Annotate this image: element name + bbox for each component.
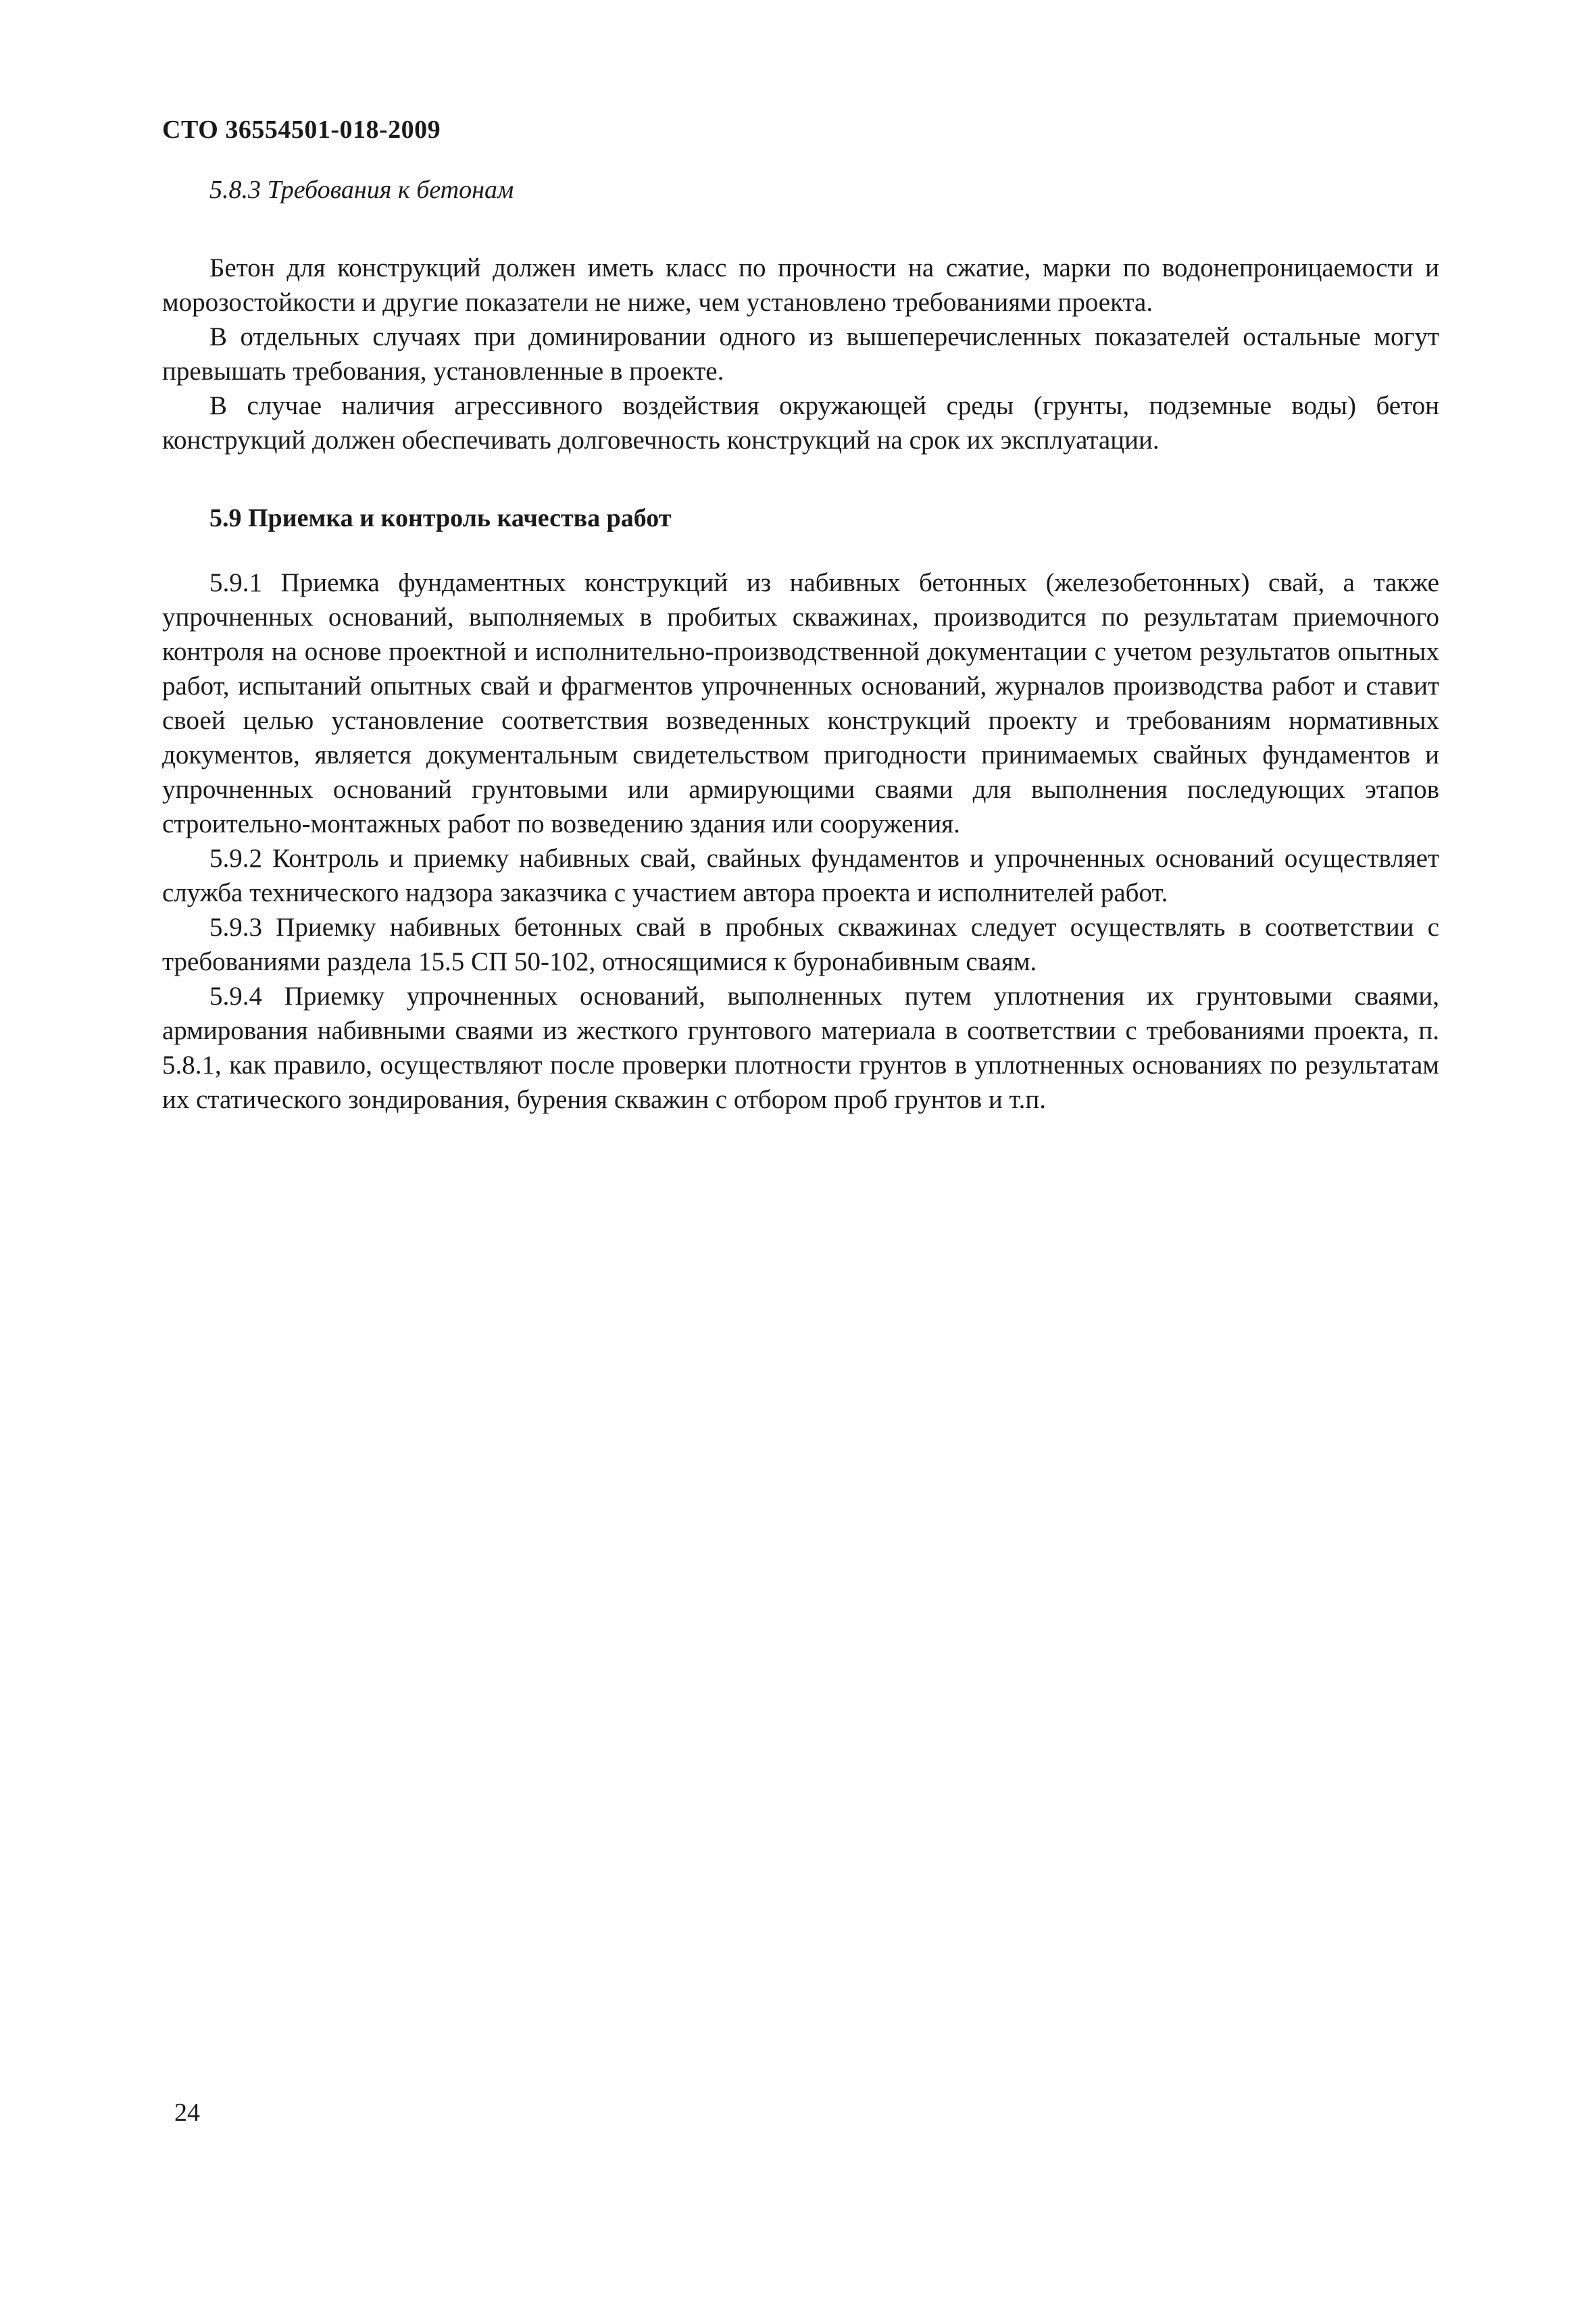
paragraph-5-9-4: 5.9.4 Приемку упрочненных оснований, выполненных путем уплотнения их грунтовыми сваями, армирования набивными сваями из жесткого грунтового материала в соответствии с требованиями проекта, п. 5.8.1, как правило, осуществляют после проверки плотности грунтов в уплотненных основаниях по результатам их статического зондирования, бурения скважин с отбором проб грунтов и т.п. bbox=[162, 982, 1439, 1114]
subsection-title-5-8-3: 5.8.3 Требования к бетонам bbox=[209, 176, 514, 204]
page-content bbox=[162, 172, 1439, 1117]
paragraph: В отдельных случаях при доминировании одного из вышеперечисленных показателей остальные могут превышать требования, установленные в проекте. bbox=[162, 322, 1439, 386]
paragraph-5-9-2: 5.9.2 Контроль и приемку набивных свай, свайных фундаментов и упрочненных оснований осуществляет служба технического надзора заказчика с участием автора проекта и исполнителей работ. bbox=[162, 844, 1439, 907]
page-number: 24 bbox=[174, 2098, 200, 2127]
paragraph-5-9-1: 5.9.1 Приемка фундаментных конструкций из набивных бетонных (железобетонных) свай, а также упрочненных оснований, выполняемых в пробитых скважинах, производится по результатам приемочного контроля на основе проектной и исполнительно-производственной документации с учетом результатов опытных работ, испытаний опытных свай и фрагментов упрочненных оснований, журналов производства работ и ставит своей целью установление соответствия возведенных конструкций проекту и требованиям нормативных документов, является документальным свидетельством пригодности принимаемых свайных фундаментов и упрочненных оснований грунтовыми или армирующими сваями для выполнения последующих этапов строительно-монтажных работ по возведению здания или сооружения. bbox=[162, 568, 1439, 838]
paragraph: В случае наличия агрессивного воздействия окружающей среды (грунты, подземные воды) бетон конструкций должен обеспечивать долговечность конструкций на срок их эксплуатации. bbox=[162, 391, 1439, 455]
paragraph: Бетон для конструкций должен иметь класс по прочности на сжатие, марки по водонепроницаемости и морозостойкости и другие показатели не ниже, чем установлено требованиями проекта. bbox=[162, 253, 1439, 317]
paragraph-5-9-3: 5.9.3 Приемку набивных бетонных свай в пробных скважинах следует осуществлять в соответствии с требованиями раздела 15.5 СП 50-102, относящимися к буронабивным сваям. bbox=[162, 913, 1439, 976]
document-code-header: СТО 36554501-018-2009 bbox=[162, 116, 441, 144]
section-title-5-9: 5.9 Приемка и контроль качества работ bbox=[209, 504, 672, 532]
